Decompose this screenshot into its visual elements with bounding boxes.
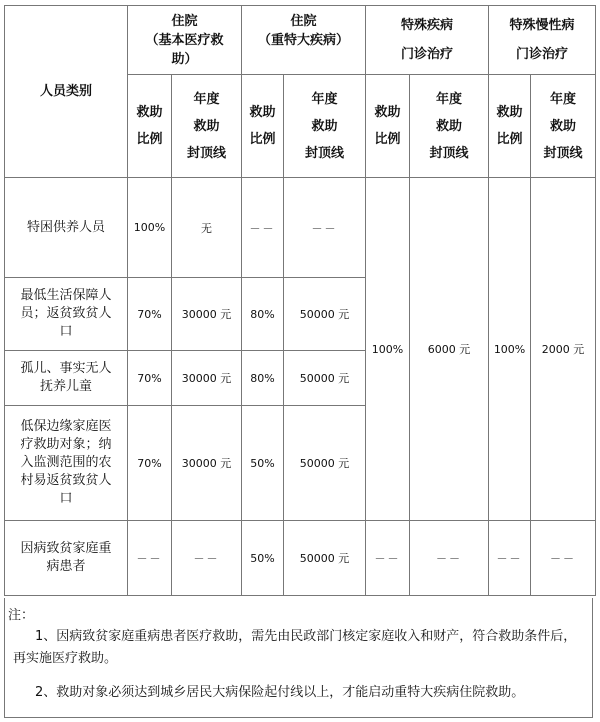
basic-cap-cell: 无 — [172, 178, 242, 278]
table-row — [5, 178, 596, 278]
cap-header: 年度 救助 封顶线 — [172, 75, 242, 178]
chronic-ratio-cell: 100% — [489, 178, 531, 521]
row-category: 特困供养人员 — [5, 178, 128, 278]
row-category: 最低生活保障人 员；返贫致贫人 口 — [5, 278, 128, 351]
cap-header: 年度 救助 封顶线 — [284, 75, 366, 178]
medical-assistance-table — [4, 5, 596, 596]
note-item: 2、救助对象必须达到城乡居民大病保险起付线以上，才能启动重特大疾病住院救助。 — [35, 685, 525, 700]
major-cap-cell: 50000 元 — [284, 351, 366, 406]
row-category: 因病致贫家庭重 病患者 — [5, 521, 128, 596]
basic-ratio-cell: 100% — [128, 178, 172, 278]
ratio-header: 救助 比例 — [128, 75, 172, 178]
ratio-header: 救助 比例 — [242, 75, 284, 178]
chronic-cap-cell: 2000 元 — [531, 178, 596, 521]
special-ratio-cell: 100% — [366, 178, 410, 521]
major-ratio-cell: 80% — [242, 278, 284, 351]
table-row — [5, 521, 596, 596]
special-ratio-cell: －－ — [366, 521, 410, 596]
major-ratio-cell: 50% — [242, 406, 284, 521]
ratio-header: 救助 比例 — [489, 75, 531, 178]
major-cap-cell: －－ — [284, 178, 366, 278]
notes-title: 注： — [8, 608, 35, 623]
note-item: 1、因病致贫家庭重病患者医疗救助，需先由民政部门核定家庭收入和财产，符合救助条件后，再实施医疗救助。 — [13, 629, 577, 666]
basic-cap-cell: 30000 元 — [172, 406, 242, 521]
ratio-header: 救助 比例 — [366, 75, 410, 178]
basic-cap-cell: 30000 元 — [172, 278, 242, 351]
header-chronic-disease: 特殊慢性病 门诊治疗 — [489, 6, 596, 75]
special-cap-cell: 6000 元 — [410, 178, 489, 521]
major-cap-cell: 50000 元 — [284, 521, 366, 596]
header-special-disease: 特殊疾病 门诊治疗 — [366, 6, 489, 75]
row-category: 孤儿、事实无人 抚养儿童 — [5, 351, 128, 406]
major-cap-cell: 50000 元 — [284, 406, 366, 521]
special-cap-cell: －－ — [410, 521, 489, 596]
basic-ratio-cell: 70% — [128, 406, 172, 521]
major-cap-cell: 50000 元 — [284, 278, 366, 351]
basic-cap-cell: －－ — [172, 521, 242, 596]
cap-header: 年度 救助 封顶线 — [531, 75, 596, 178]
chronic-cap-cell: －－ — [531, 521, 596, 596]
row-category: 低保边缘家庭医 疗救助对象；纳 入监测范围的农 村易返贫致贫人 口 — [5, 406, 128, 521]
category-header: 人员类别 — [5, 6, 128, 178]
major-ratio-cell: 80% — [242, 351, 284, 406]
cap-header: 年度 救助 封顶线 — [410, 75, 489, 178]
basic-ratio-cell: 70% — [128, 278, 172, 351]
header-major-inpatient: 住院 （重特大疾病） — [242, 6, 366, 75]
major-ratio-cell: 50% — [242, 521, 284, 596]
chronic-ratio-cell: －－ — [489, 521, 531, 596]
basic-ratio-cell: －－ — [128, 521, 172, 596]
basic-cap-cell: 30000 元 — [172, 351, 242, 406]
header-basic-inpatient: 住院 （基本医疗救 助） — [128, 6, 242, 75]
notes-section — [4, 598, 593, 718]
major-ratio-cell: －－ — [242, 178, 284, 278]
basic-ratio-cell: 70% — [128, 351, 172, 406]
